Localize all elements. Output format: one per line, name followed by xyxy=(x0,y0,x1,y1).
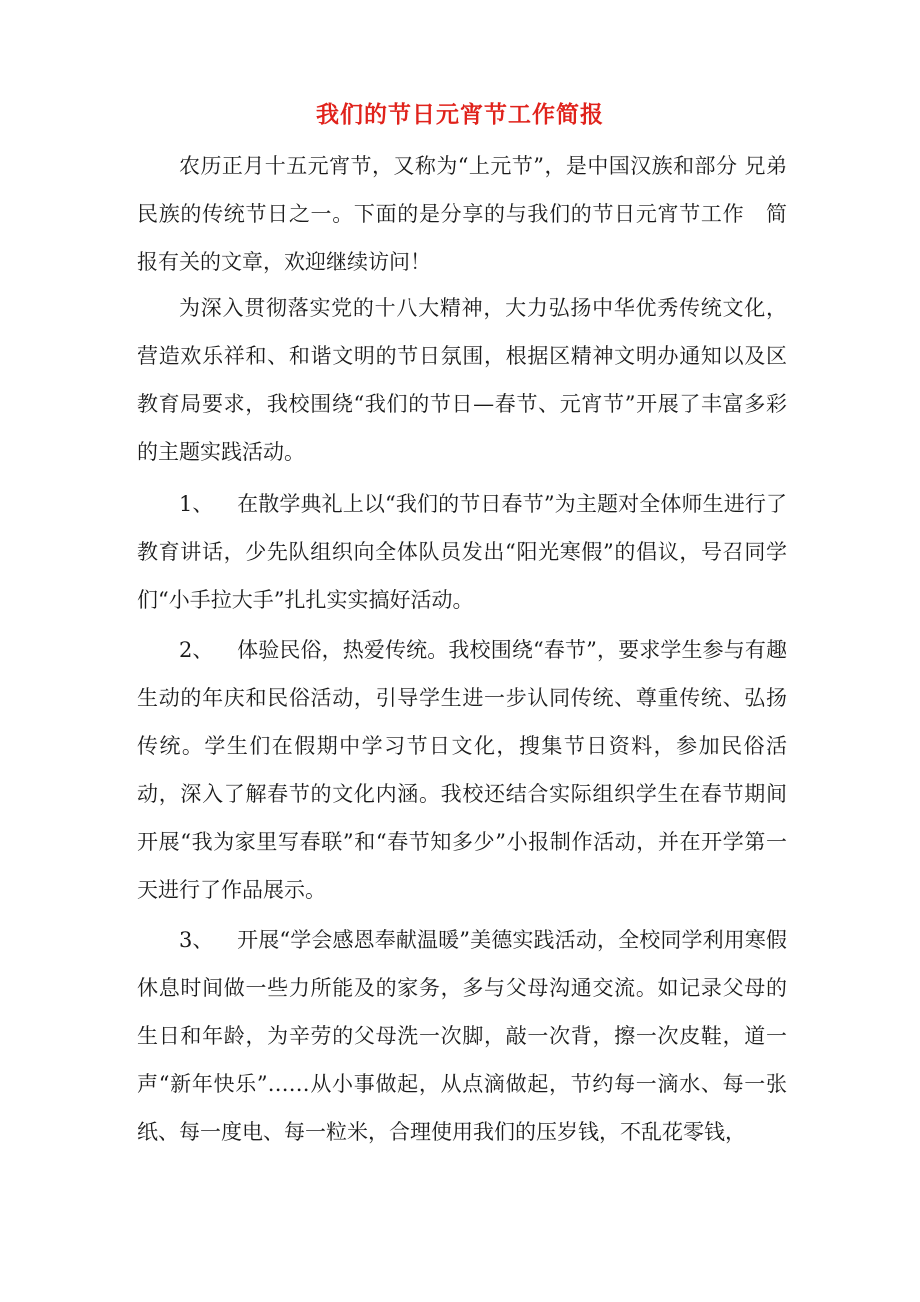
paragraph-text: 开展“学会感恩奉献温暖”美德实践活动，全校同学利用寒假休息时间做一些力所能及的家务，多与父母沟通交流。如记录父母的生日和年龄，为辛劳的父母洗一次脚，敲一次背，擦一次皮鞋，道一声“新年快乐”……从小事做起，从点滴做起，节约每一滴水、每一张纸、每一度电、每一粒米，合理使用我们的压岁钱，不乱花零钱， xyxy=(137,928,787,1144)
paragraph-item-1 xyxy=(137,480,787,624)
paragraph-text: 农历正月十五元宵节，又称为“上元节”，是中国汉族和部分 兄弟民族的传统节日之一。下面的是分享的与我们的节日元宵节工作 简报有关的文章，欢迎继续访问！ xyxy=(137,154,787,274)
paragraph-item-3 xyxy=(137,916,787,1156)
item-number: 1、 xyxy=(179,492,214,516)
document-title: 我们的节日元宵节工作简报 xyxy=(316,101,604,128)
item-number: 3、 xyxy=(179,928,214,952)
paragraph-text: 为深入贯彻落实党的十八大精神，大力弘扬中华优秀传统文化，营造欢乐祥和、和谐文明的节日氛围，根据区精神文明办通知以及区教育局要求，我校围绕“我们的节日—春节、元宵节”开展了丰富多彩的主题实践活动。 xyxy=(137,296,787,464)
paragraph-text: 在散学典礼上以“我们的节日春节”为主题对全体师生进行了教育讲话，少先队组织向全体队员发出“阳光寒假”的倡议，号召同学们“小手拉大手”扎扎实实搞好活动。 xyxy=(137,492,787,612)
paragraph-intro xyxy=(137,142,787,286)
paragraph-item-2 xyxy=(137,626,787,914)
item-number: 2、 xyxy=(179,638,214,662)
paragraph-background xyxy=(137,284,787,476)
paragraph-text: 体验民俗，热爱传统。我校围绕“春节”，要求学生参与有趣生动的年庆和民俗活动，引导学生进一步认同传统、尊重传统、弘扬传统。学生们在假期中学习节日文化，搜集节日资料，参加民俗活动，深入了解春节的文化内涵。我校还结合实际组织学生在春节期间开展“我为家里写春联”和“春节知多少”小报制作活动，并在开学第一天进行了作品展示。 xyxy=(137,638,787,902)
